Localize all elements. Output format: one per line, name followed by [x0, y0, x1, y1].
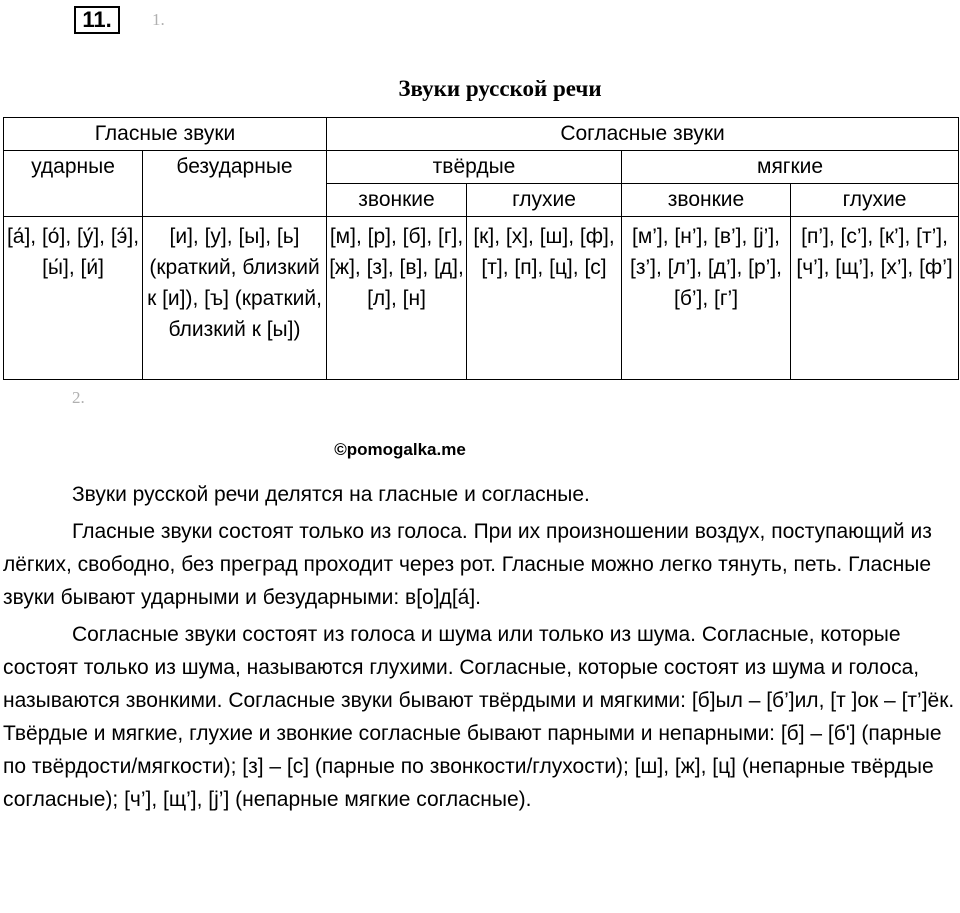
- unstressed-header: безударные: [143, 151, 327, 217]
- hard-voiced-header: звонкие: [327, 184, 467, 217]
- sounds-table: [3, 117, 959, 380]
- unstressed-sounds-cell: [и], [у], [ы], [ь] (краткий, близкий к [и]), [ъ] (краткий, близкий к [ы]): [143, 217, 327, 380]
- hard-voiceless-header: глухие: [467, 184, 622, 217]
- hard-voiced-sounds-cell: [м], [р], [б], [г], [ж], [з], [в], [д], [л], [н]: [327, 217, 467, 380]
- soft-voiceless-sounds-cell: [п’], [с’], [к’], [т’], [ч’], [щ’], [х’], [ф’]: [791, 217, 959, 380]
- soft-voiced-header: звонкие: [622, 184, 791, 217]
- paragraph: Звуки русской речи делятся на гласные и согласные.: [72, 483, 590, 506]
- hard-voiceless-sounds-cell: [к], [х], [ш], [ф], [т], [п], [ц], [с]: [467, 217, 622, 380]
- soft-voiced-sounds-cell: [м’], [н’], [в’], [j’], [з’], [л’], [д’], [р’], [б’], [г’]: [622, 217, 791, 380]
- section-marker-2: 2.: [72, 388, 85, 407]
- stressed-sounds-cell: [а́], [о́], [у́], [э́], [ы́], [и́]: [4, 217, 143, 380]
- consonants-header: Согласные звуки: [327, 118, 959, 151]
- soft-voiceless-header: глухие: [791, 184, 959, 217]
- table-title: Звуки русской речи: [398, 76, 602, 101]
- hard-header: твёрдые: [327, 151, 622, 184]
- task-number: 11.: [74, 6, 120, 34]
- stressed-header: ударные: [4, 151, 143, 217]
- watermark: ©pomogalka.me: [334, 440, 466, 459]
- paragraph: Согласные звуки состоят из голоса и шума или только из шума. Согласные, которые состоят только из шума, называются глухими. Согласные, которые состоят из шума и голоса, называются звонкими. Согласные звуки бывают твёрдыми и мягкими: [б]ыл – [б’]ил, [т ]ок – [т’]ёк. Твёрдые и мягкие, глухие и звонкие согласные бывают парными и непарными: [б] – [б'] (парные по твёрдости/мягкости); [з] – [с] (парные по звонкости/глухости); [ш], [ж], [ц] (непарные твёрдые согласные); [ч’], [щ’], [j’] (непарные мягкие согласные).: [3, 623, 955, 811]
- body-text: [3, 478, 958, 820]
- vowels-header: Гласные звуки: [4, 118, 327, 151]
- paragraph: Гласные звуки состоят только из голоса. При их произношении воздух, поступающий из лёгких, свободно, без преград проходит через рот. Гласные можно легко тянуть, петь. Гласные звуки бывают ударными и безударными: в[о]д[а́].: [3, 520, 932, 609]
- soft-header: мягкие: [622, 151, 959, 184]
- section-marker-1: 1.: [152, 10, 165, 29]
